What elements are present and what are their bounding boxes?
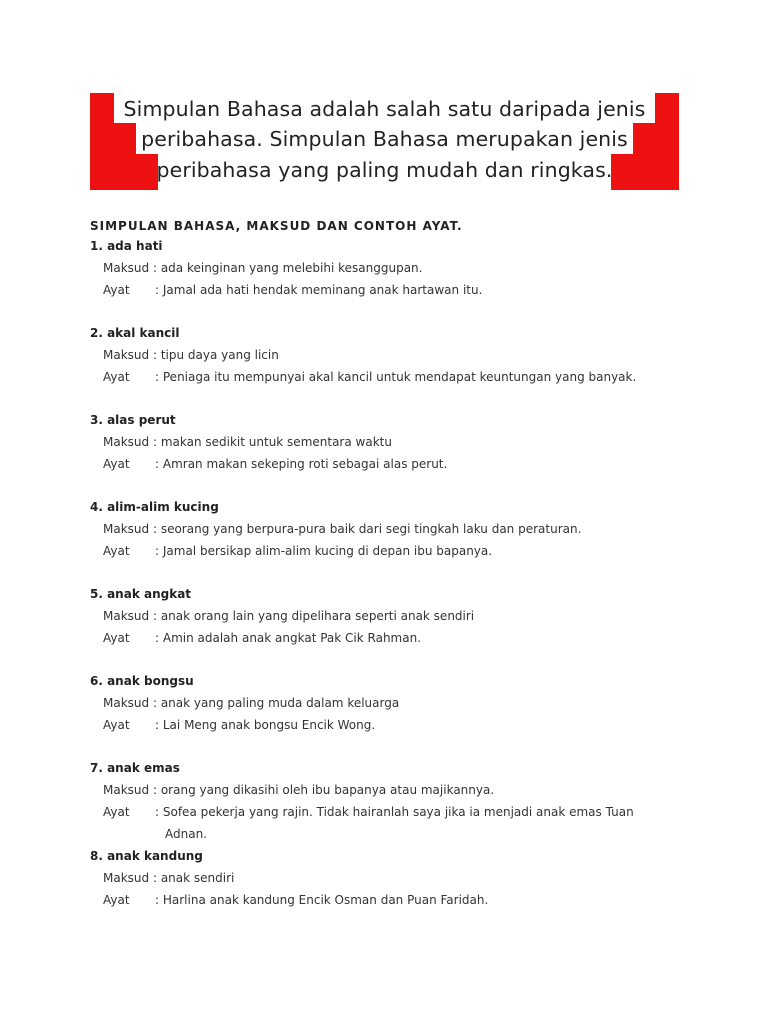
entry-term: 8. anak kandung <box>90 849 203 863</box>
ayat-text: Amin adalah anak angkat Pak Cik Rahman. <box>162 631 422 645</box>
ayat-row <box>90 714 730 736</box>
maksud-row <box>90 431 730 453</box>
maksud-text: anak orang lain yang dipelihara seperti anak sendiri <box>160 609 475 623</box>
ayat-text: Sofea pekerja yang rajin. Tidak hairanlah saya jika ia menjadi anak emas Tuan <box>162 805 634 819</box>
maksud-label: Maksud : <box>103 522 157 536</box>
ayat-text-continued: Adnan. <box>165 827 207 841</box>
ayat-label: Ayat <box>103 544 130 558</box>
list-item <box>90 409 730 475</box>
ayat-colon: : <box>155 805 160 819</box>
ayat-row <box>90 540 730 562</box>
maksud-label: Maksud : <box>103 609 157 623</box>
maksud-label: Maksud : <box>103 696 157 710</box>
entry-term: 4. alim-alim kucing <box>90 500 219 514</box>
entry-term: 2. akal kancil <box>90 326 180 340</box>
ayat-text-wrap <box>155 366 655 388</box>
ayat-label: Ayat <box>103 370 130 384</box>
ayat-text-wrap <box>155 540 655 562</box>
ayat-row <box>90 453 730 475</box>
ayat-label: Ayat <box>103 893 130 907</box>
list-item <box>90 670 730 736</box>
ayat-row <box>90 627 730 649</box>
maksud-text: tipu daya yang licin <box>160 348 279 362</box>
ayat-label: Ayat <box>103 631 130 645</box>
entry-list <box>90 235 730 932</box>
banner-line-1: Simpulan Bahasa adalah salah satu daripada jenis <box>123 97 646 121</box>
list-item <box>90 845 730 911</box>
maksud-label: Maksud : <box>103 871 157 885</box>
list-item <box>90 235 730 301</box>
ayat-colon: : <box>155 457 160 471</box>
ayat-row <box>90 366 730 388</box>
ayat-label: Ayat <box>103 805 130 819</box>
maksud-label: Maksud : <box>103 435 157 449</box>
ayat-text-wrap <box>155 279 655 301</box>
ayat-text-wrap <box>155 889 655 911</box>
entry-term: 1. ada hati <box>90 239 163 253</box>
ayat-text: Amran makan sekeping roti sebagai alas perut. <box>162 457 448 471</box>
entry-term: 5. anak angkat <box>90 587 192 601</box>
ayat-text-wrap <box>155 714 655 736</box>
ayat-label: Ayat <box>103 283 130 297</box>
maksud-text: orang yang dikasihi oleh ibu bapanya atau majikannya. <box>160 783 495 797</box>
maksud-row <box>90 257 730 279</box>
list-item <box>90 496 730 562</box>
ayat-row <box>90 801 730 845</box>
list-item <box>90 322 730 388</box>
ayat-row <box>90 279 730 301</box>
maksud-row <box>90 344 730 366</box>
maksud-row <box>90 518 730 540</box>
maksud-text: anak sendiri <box>160 871 235 885</box>
ayat-text: Peniaga itu mempunyai akal kancil untuk mendapat keuntungan yang banyak. <box>162 370 637 384</box>
maksud-text: seorang yang berpura-pura baik dari segi tingkah laku dan peraturan. <box>160 522 582 536</box>
list-item <box>90 583 730 649</box>
maksud-label: Maksud : <box>103 783 157 797</box>
entry-term: 7. anak emas <box>90 761 180 775</box>
banner-line-3: peribahasa yang paling mudah dan ringkas. <box>156 158 613 182</box>
ayat-colon: : <box>155 631 160 645</box>
list-item <box>90 757 730 845</box>
maksud-row <box>90 692 730 714</box>
ayat-text: Lai Meng anak bongsu Encik Wong. <box>162 718 376 732</box>
ayat-row <box>90 889 730 911</box>
ayat-label: Ayat <box>103 457 130 471</box>
ayat-text: Harlina anak kandung Encik Osman dan Puan Faridah. <box>162 893 489 907</box>
ayat-colon: : <box>155 893 160 907</box>
ayat-text: Jamal bersikap alim-alim kucing di depan ibu bapanya. <box>162 544 493 558</box>
maksud-text: anak yang paling muda dalam keluarga <box>160 696 400 710</box>
maksud-row <box>90 779 730 801</box>
maksud-text: makan sedikit untuk sementara waktu <box>160 435 392 449</box>
maksud-text: ada keinginan yang melebihi kesanggupan. <box>160 261 423 275</box>
ayat-text-wrap <box>155 627 655 649</box>
ayat-colon: : <box>155 283 160 297</box>
ayat-colon: : <box>155 544 160 558</box>
ayat-text: Jamal ada hati hendak meminang anak hartawan itu. <box>162 283 483 297</box>
banner-line-2: peribahasa. Simpulan Bahasa merupakan jenis <box>141 127 628 151</box>
ayat-text-wrap <box>155 453 655 475</box>
entry-term: 3. alas perut <box>90 413 176 427</box>
maksud-label: Maksud : <box>103 261 157 275</box>
maksud-label: Maksud : <box>103 348 157 362</box>
entry-term: 6. anak bongsu <box>90 674 194 688</box>
section-heading: SIMPULAN BAHASA, MAKSUD DAN CONTOH AYAT. <box>90 219 463 233</box>
ayat-colon: : <box>155 370 160 384</box>
ayat-text-wrap <box>155 801 655 845</box>
ayat-label: Ayat <box>103 718 130 732</box>
maksud-row <box>90 867 730 889</box>
ayat-colon: : <box>155 718 160 732</box>
intro-banner <box>90 93 679 190</box>
maksud-row <box>90 605 730 627</box>
